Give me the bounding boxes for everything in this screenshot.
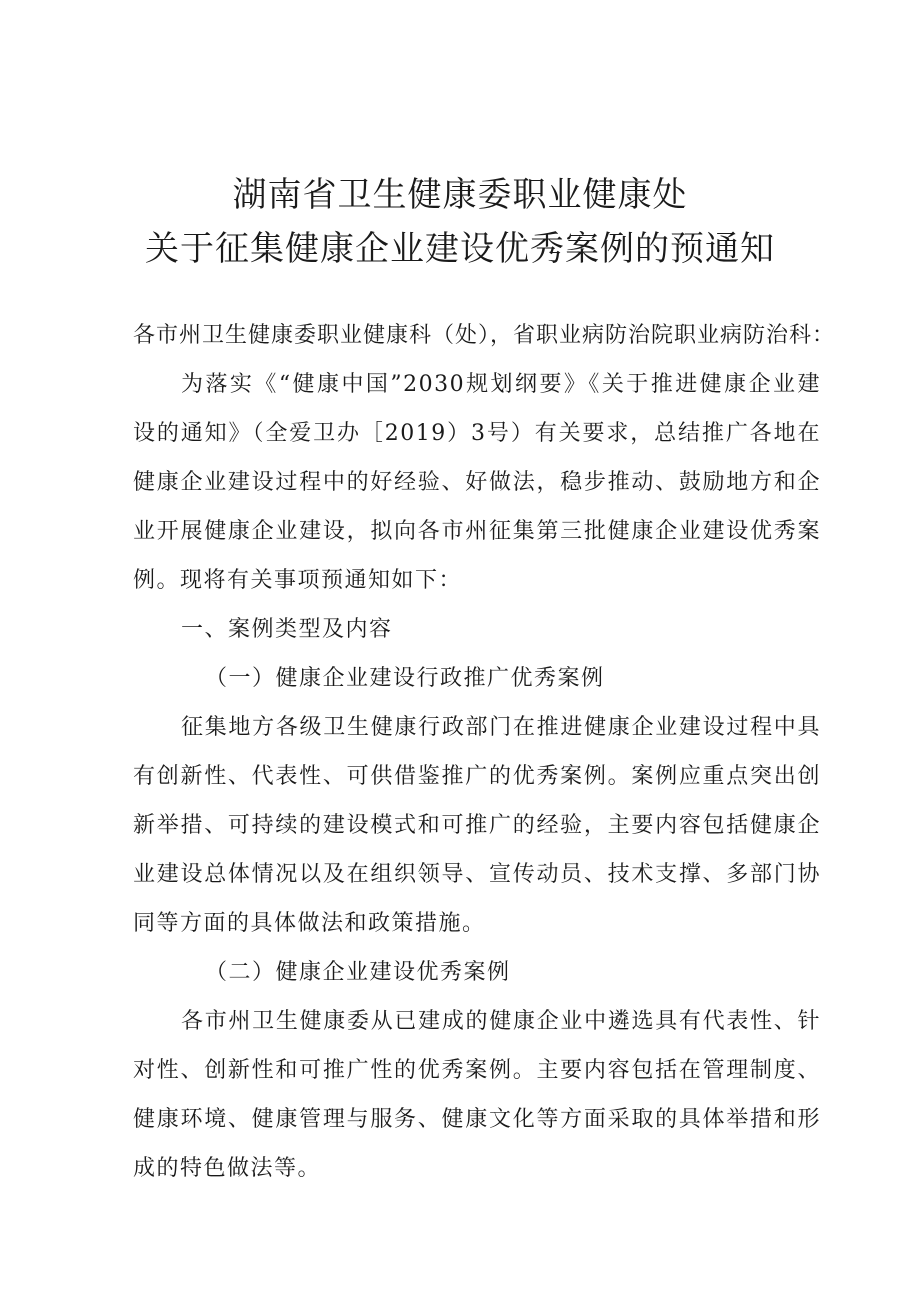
subsection-1-text: 征集地方各级卫生健康行政部门在推进健康企业建设过程中具有创新性、代表性、可供借鉴推广的优秀案例。案例应重点突出创新举措、可持续的建设模式和可推广的经验，主要内容包括健康企业建设总体情况以及在组织领导、宣传动员、技术支撑、多部门协同等方面的具体做法和政策措施。 [133, 715, 821, 936]
document-title [0, 168, 920, 276]
title-line-2: 关于征集健康企业建设优秀案例的预通知 [145, 229, 775, 269]
subsection-2-text: 各市州卫生健康委从已建成的健康企业中遴选具有代表性、针对性、创新性和可推广性的优秀案例。主要内容包括在管理制度、健康环境、健康管理与服务、健康文化等方面采取的具体举措和形成的特色做法等。 [133, 1009, 821, 1181]
subsection-2-heading: （二）健康企业建设优秀案例 [205, 960, 511, 985]
section-1-heading: 一、案例类型及内容 [181, 617, 393, 642]
intro-paragraph: 为落实《“健康中国”2030规划纲要》《关于推进健康企业建设的通知》（全爱卫办［2019）3号）有关要求，总结推广各地在健康企业建设过程中的好经验、好做法，稳步推动、鼓励地方和企业开展健康企业建设，拟向各市州征集第三批健康企业建设优秀案例。现将有关事项预通知如下： [133, 372, 821, 593]
subsection-1-heading: （一）健康企业建设行政推广优秀案例 [205, 666, 605, 691]
document-body [133, 311, 836, 1193]
salutation: 各市州卫生健康委职业健康科（处），省职业病防治院职业病防治科： [133, 323, 836, 348]
title-line-1: 湖南省卫生健康委职业健康处 [232, 175, 688, 215]
